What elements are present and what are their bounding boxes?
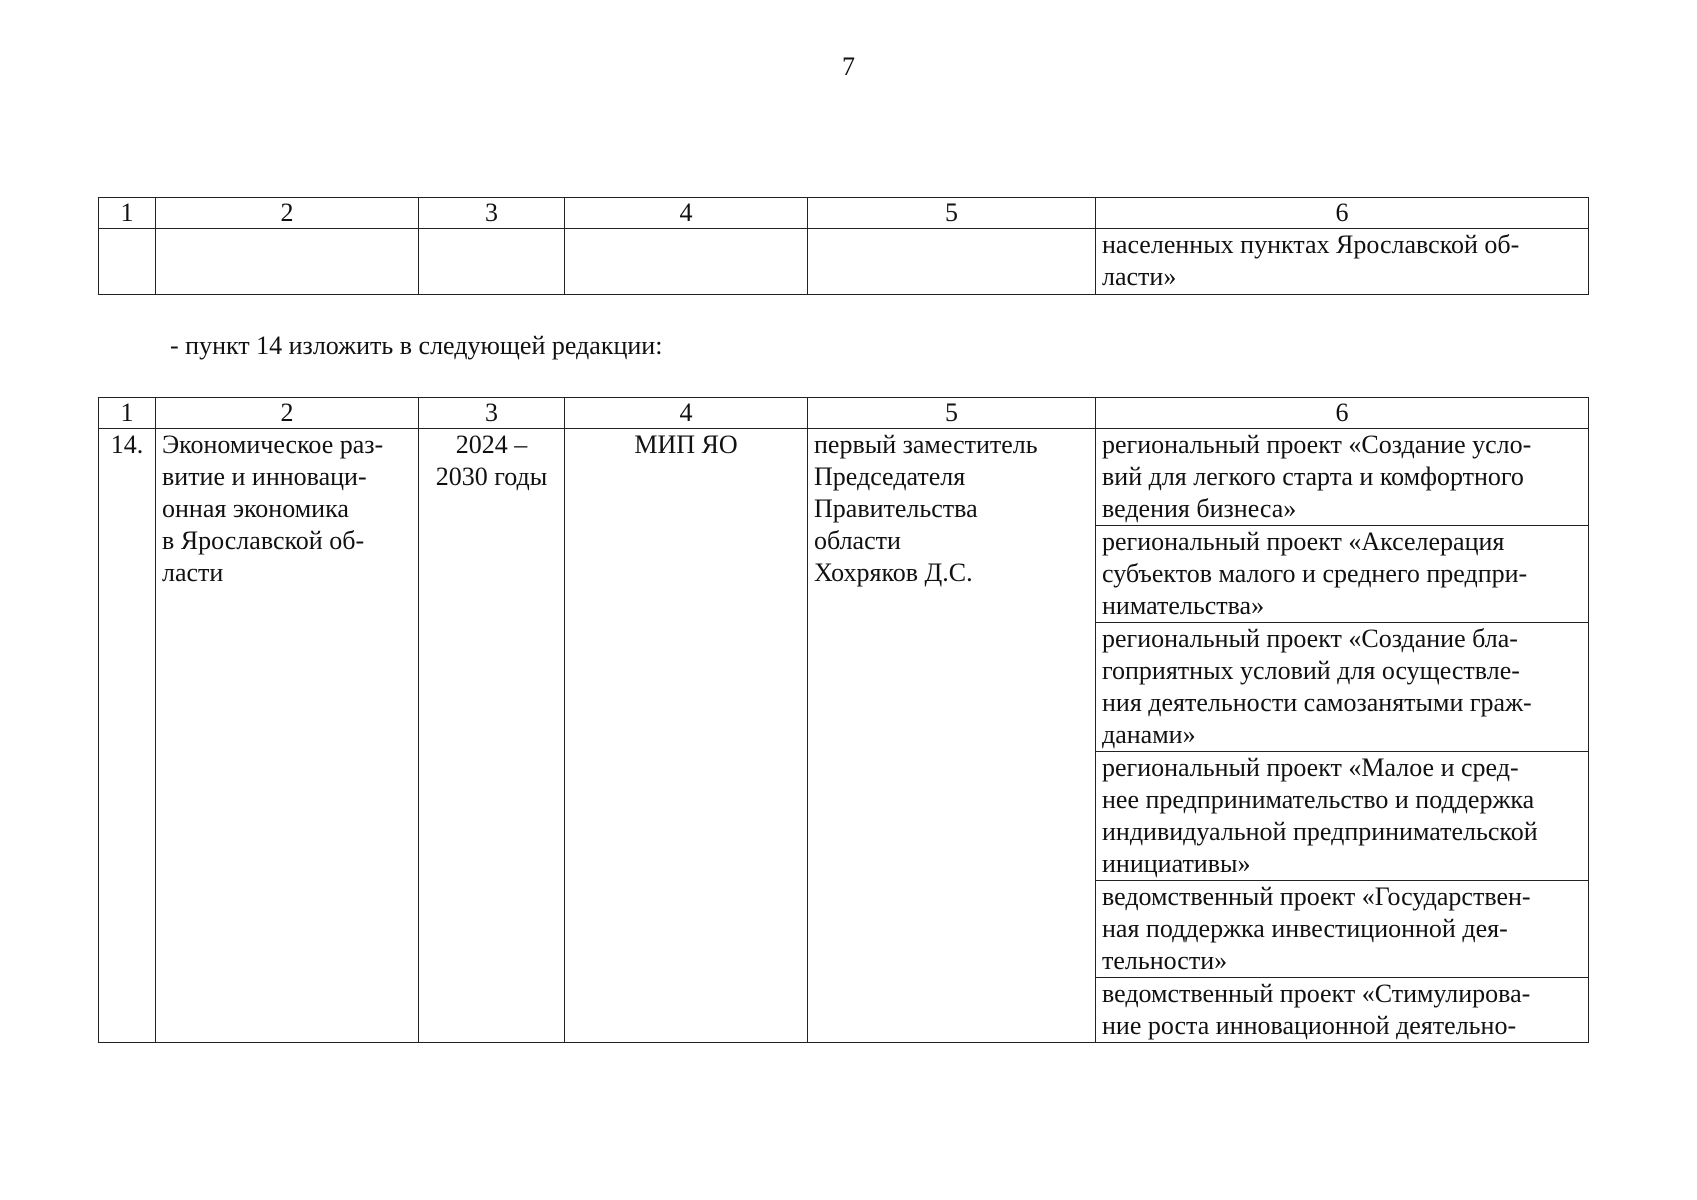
column-header-4: 4 <box>565 398 808 429</box>
page-number: 7 <box>842 52 855 81</box>
cell-curator: первый заместитель Председателя Правительства области Хохряков Д.С. <box>808 429 1096 1043</box>
table-header-row <box>99 398 1589 429</box>
column-header-1: 1 <box>99 198 156 229</box>
item-14-table <box>98 397 1589 1043</box>
table-header-row <box>99 198 1589 229</box>
project-item: ведомственный проект «Стимулирова- ние роста инновационной деятельно- <box>1096 978 1589 1043</box>
project-item: ведомственный проект «Государствен- ная поддержка инвестиционной дея- тельности» <box>1096 881 1589 978</box>
project-item: региональный проект «Создание бла- гоприятных условий для осуществле- ния деятельности самозанятыми граж- данами» <box>1096 623 1589 752</box>
cell-period <box>419 229 565 295</box>
project-item: региональный проект «Акселерация субъектов малого и среднего предпри- нимательства» <box>1096 526 1589 623</box>
cell-executor <box>565 229 808 295</box>
cell-period: 2024 – 2030 годы <box>419 429 565 1043</box>
cell-projects: населенных пунктах Ярославской об- ласти» <box>1096 229 1589 295</box>
table-row <box>99 429 1589 526</box>
column-header-3: 3 <box>419 398 565 429</box>
column-header-6: 6 <box>1096 198 1589 229</box>
continuation-table <box>98 197 1589 295</box>
project-item: региональный проект «Создание усло- вий для легкого старта и комфортного ведения бизнеса» <box>1096 429 1589 526</box>
cell-number <box>99 229 156 295</box>
column-header-1: 1 <box>99 398 156 429</box>
cell-name: Экономическое раз- витие и инноваци- онная экономика в Ярославской об- ласти <box>156 429 419 1043</box>
column-header-2: 2 <box>156 198 419 229</box>
cell-curator <box>808 229 1096 295</box>
column-header-5: 5 <box>808 398 1096 429</box>
column-header-5: 5 <box>808 198 1096 229</box>
cell-executor: МИП ЯО <box>565 429 808 1043</box>
cell-number: 14. <box>99 429 156 1043</box>
amendment-instruction: - пункт 14 изложить в следующей редакции: <box>170 331 663 360</box>
column-header-6: 6 <box>1096 398 1589 429</box>
column-header-2: 2 <box>156 398 419 429</box>
column-header-4: 4 <box>565 198 808 229</box>
cell-name <box>156 229 419 295</box>
column-header-3: 3 <box>419 198 565 229</box>
table-row <box>99 229 1589 295</box>
project-item: региональный проект «Малое и сред- нее предпринимательство и поддержка индивидуальной предпринимательской инициативы» <box>1096 752 1589 881</box>
